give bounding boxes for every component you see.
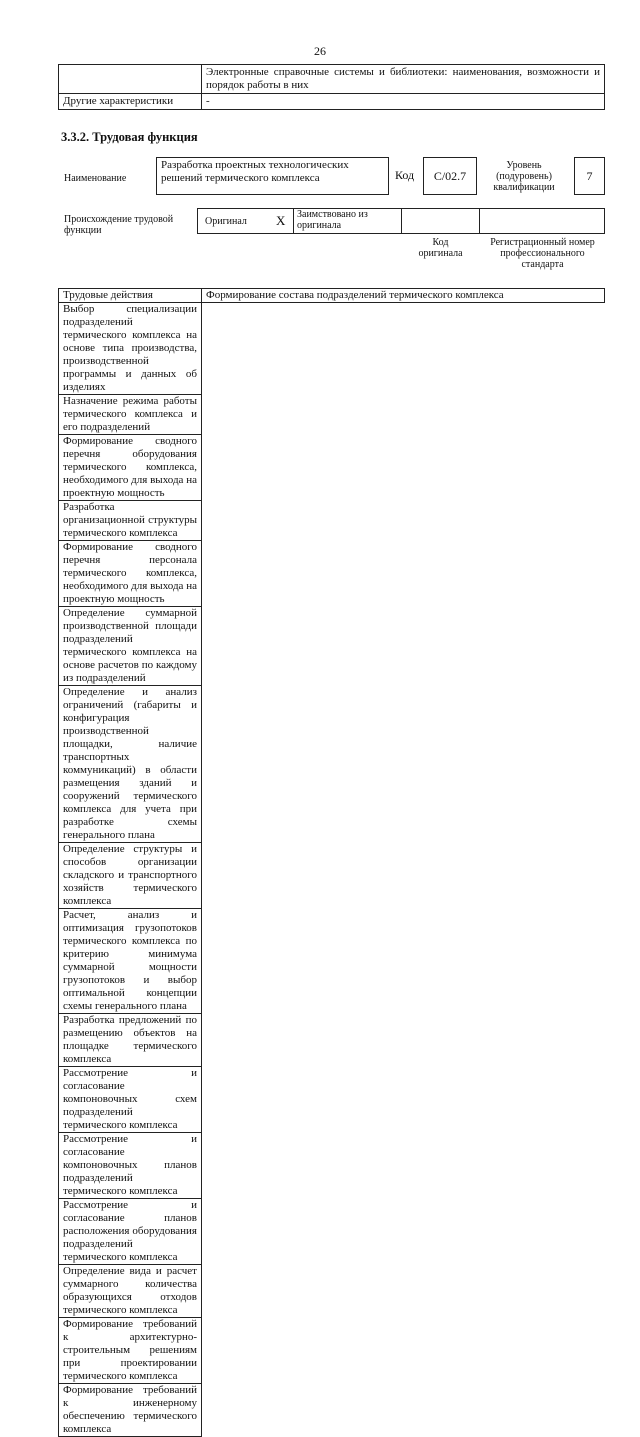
- table-row: [59, 501, 605, 541]
- level-box: [574, 157, 605, 195]
- labor-action-item: Формирование требований к инженерному обеспечению термического комплекса: [59, 1384, 202, 1437]
- page-number: 26: [314, 44, 326, 58]
- table-row: [59, 686, 605, 843]
- original-label: Оригинал: [205, 216, 247, 227]
- labor-action-item: Разработка предложений по размещению объектов на площадке термического комплекса: [59, 1014, 202, 1067]
- original-mark: X: [276, 213, 286, 228]
- table-cell: Электронные справочные системы и библиотеки: наименования, возможности и порядок работы в них: [202, 65, 605, 94]
- level-label: Уровень (подуровень) квалификации: [493, 159, 555, 193]
- labor-action-item: Расчет, анализ и оптимизация грузопотоков термического комплекса по критерию минимума суммарной мощности грузопотоков и выбор оптимальной концепции схемы генерального плана: [59, 909, 202, 1014]
- table-row: [59, 1384, 605, 1437]
- table-cell-label: Другие характеристики: [59, 94, 202, 110]
- table-row: [59, 1133, 605, 1199]
- origin-divider: [479, 208, 480, 234]
- table-row: [59, 395, 605, 435]
- function-code-box: [423, 157, 477, 195]
- section-heading: 3.3.2. Трудовая функция: [61, 130, 198, 144]
- labor-action-item: Определение вида и расчет суммарного количества образующихся отходов термического комплекса: [59, 1265, 202, 1318]
- table-cell: -: [202, 94, 605, 110]
- function-name-box: [156, 157, 389, 195]
- table-row: [59, 289, 605, 303]
- table-row: [59, 1265, 605, 1318]
- table-row: [59, 303, 605, 395]
- labor-action-item: Определение и анализ ограничений (габариты и конфигурация производственной площадки, наличие транспортных коммуникаций) в области размещения зданий и сооружений термического комплекса для учета при разработке схемы генерального плана: [59, 686, 202, 843]
- origin-label: Происхождение трудовой функции: [64, 214, 174, 236]
- labor-action-item: Рассмотрение и согласование компоновочных схем подразделений термического комплекса: [59, 1067, 202, 1133]
- knowledge-table-tail: [58, 64, 605, 110]
- name-label: Наименование: [64, 173, 127, 184]
- origin-divider: [293, 208, 294, 234]
- function-code-value: C/02.7: [433, 168, 467, 183]
- labor-actions-header: Трудовые действия: [59, 289, 202, 303]
- table-row: [59, 435, 605, 501]
- labor-action-item: Назначение режима работы термического комплекса и его подразделений: [59, 395, 202, 435]
- origin-divider: [401, 208, 402, 234]
- reg-number-label: Регистрационный номер профессионального стандарта: [490, 237, 595, 270]
- table-row: [59, 843, 605, 909]
- labor-action-item: Формирование состава подразделений термического комплекса: [202, 289, 605, 303]
- labor-action-item: Рассмотрение и согласование планов расположения оборудования подразделений термического комплекса: [59, 1199, 202, 1265]
- labor-action-item: Формирование требований к архитектурно-строительным решениям при проектировании термического комплекса: [59, 1318, 202, 1384]
- table-row: [59, 541, 605, 607]
- borrowed-label: Заимствовано из оригинала: [297, 209, 368, 231]
- table-row: [59, 1014, 605, 1067]
- table-row: [59, 1067, 605, 1133]
- labor-action-item: Выбор специализации подразделений термического комплекса на основе типа производства, производственной программы и данных об изделиях: [59, 303, 202, 395]
- table-row: [59, 1199, 605, 1265]
- table-cell-empty: [59, 65, 202, 94]
- table-row: [59, 1318, 605, 1384]
- function-name-value: Разработка проектных технологических решений термического комплекса: [161, 159, 349, 184]
- labor-action-item: Формирование сводного перечня оборудования термического комплекса, необходимого для выхода на проектную мощность: [59, 435, 202, 501]
- labor-action-item: Рассмотрение и согласование компоновочных планов подразделений термического комплекса: [59, 1133, 202, 1199]
- table-row: [59, 94, 605, 110]
- labor-action-item: Формирование сводного перечня персонала термического комплекса, необходимого для выхода на проектную мощность: [59, 541, 202, 607]
- code-label: Код: [395, 168, 415, 182]
- code-original-label: Код оригинала: [418, 237, 463, 259]
- labor-action-item: Определение суммарной производственной площади подразделений термического комплекса на основе расчетов по каждому из подразделений: [59, 607, 202, 686]
- labor-actions-table: [58, 288, 605, 1437]
- table-row: [59, 909, 605, 1014]
- level-value: 7: [586, 168, 593, 183]
- table-row: [59, 607, 605, 686]
- table-row: [59, 65, 605, 94]
- labor-action-item: Разработка организационной структуры термического комплекса: [59, 501, 202, 541]
- labor-action-item: Определение структуры и способов организации складского и транспортного хозяйств термического комплекса: [59, 843, 202, 909]
